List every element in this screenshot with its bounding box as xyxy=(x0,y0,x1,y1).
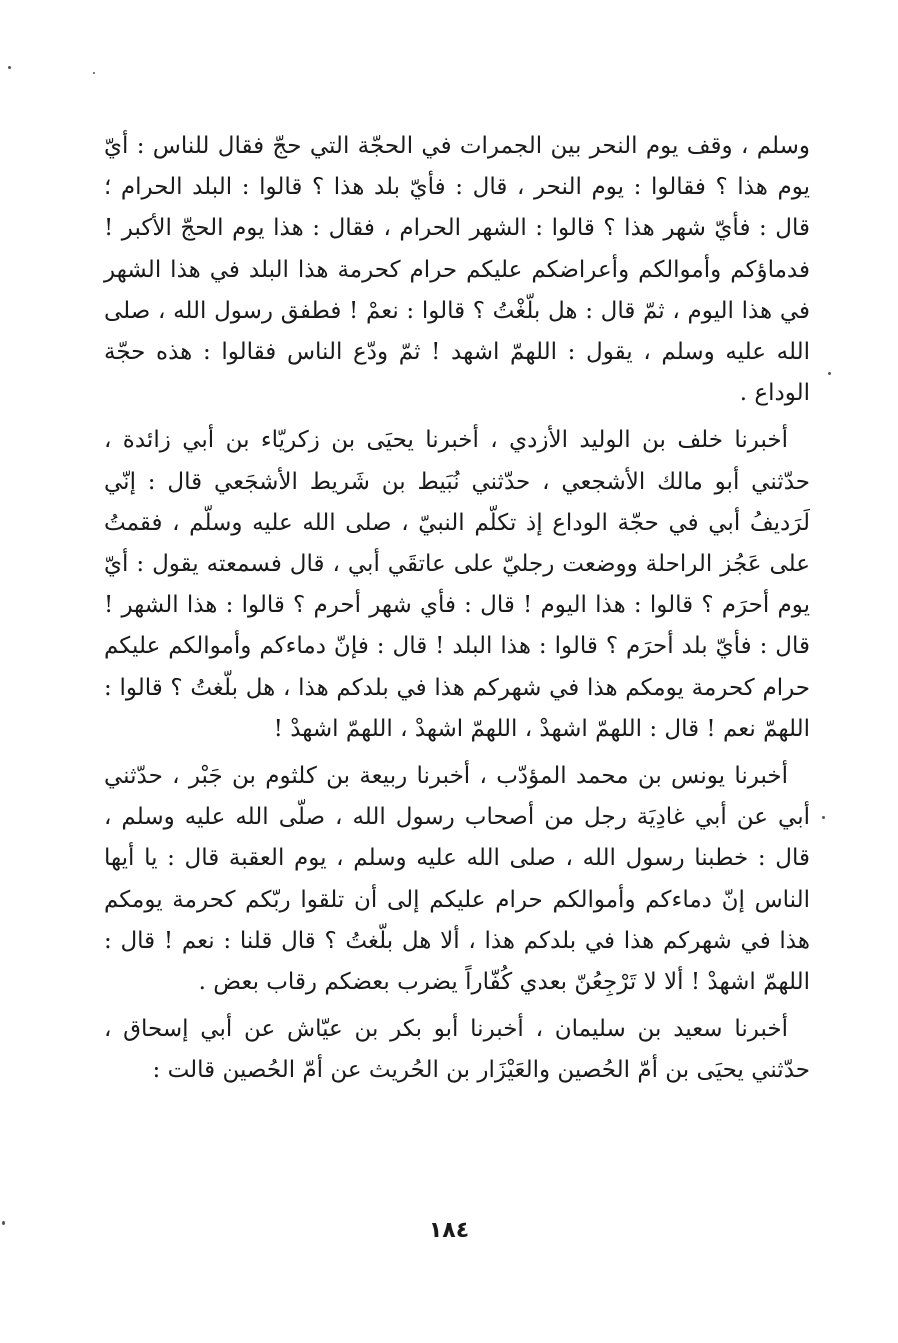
paragraph-4: أخبرنا سعيد بن سليمان ، أخبرنا أبو بكر بن عيّاش عن أبي إسحاق ، حدّثني يحيَى بن أمّ الحُصين والعَيْزَار بن الحُريث عن أمّ الحُصين قالت : xyxy=(104,1016,810,1084)
scan-speck xyxy=(828,372,831,375)
page-number: ١٨٤ xyxy=(428,1218,470,1243)
paragraph-2: أخبرنا خلف بن الوليد الأزدي ، أخبرنا يحيَى بن زكريّاء بن أبي زائدة ، حدّثني أبو مالك الأشجعي ، حدّثني نُبَيط بن شَريط الأشجَعي قال : إنّي لَرَديفُ أبي في حجّة الوداع إذ تكلّم النبيّ ، صلى الله عليه وسلّم ، فقمتُ على عَجُز الراحلة ووضعت رجليّ على عاتقَي أبي ، قال فسمعته يقول : أيّ يوم أحرَم ؟ قالوا : هذا اليوم ! قال : فأي شهر أحرم ؟ قالوا : هذا الشهر ! قال : فأيّ بلد أحرَم ؟ قالوا : هذا البلد ! قال : فإنّ دماءكم وأموالكم عليكم حرام كحرمة يومكم هذا في شهركم هذا في بلدكم هذا ، هل بلّغتُ ؟ قالوا : اللهمّ نعم ! قال : اللهمّ اشهدْ ، اللهمّ اشهدْ ، اللهمّ اشهدْ ! xyxy=(104,427,810,742)
paragraph-1: وسلم ، وقف يوم النحر بين الجمرات في الحجّة التي حجّ فقال للناس : أيّ يوم هذا ؟ فقالوا : يوم النحر ، قال : فأيّ بلد هذا ؟ قالوا : البلد الحرام ؛ قال : فأيّ شهر هذا ؟ قالوا : الشهر الحرام ، فقال : هذا يوم الحجّ الأكبر ! فدماؤكم وأموالكم وأعراضكم عليكم حرام كحرمة هذا البلد في هذا الشهر في هذا اليوم ، ثمّ قال : هل بلّغْتُ ؟ قالوا : نعمْ ! فطفق رسول الله ، صلى الله عليه وسلم ، يقول : اللهمّ اشهد ! ثمّ ودّع الناس فقالوا : هذه حجّة الوداع . xyxy=(104,133,810,407)
scan-speck xyxy=(822,816,825,819)
scan-speck xyxy=(8,66,11,69)
paragraph-3: أخبرنا يونس بن محمد المؤدّب ، أخبرنا ربيعة بن كلثوم بن جَبْر ، حدّثني أبي عن أبي غادِيَة رجل من أصحاب رسول الله ، صلّى الله عليه وسلم ، قال : خطبنا رسول الله ، صلى الله عليه وسلم ، يوم العقبة قال : يا أيها الناس إنّ دماءكم وأموالكم حرام عليكم إلى أن تلقوا ربّكم كحرمة يومكم هذا في شهركم هذا في بلدكم هذا ، ألا هل بلّغتُ ؟ قال قلنا : نعم ! قال : اللهمّ اشهدْ ! ألا لا تَرْجِعُنّ بعدي كُفّاراً يضرب بعضكم رقاب بعض . xyxy=(104,763,810,996)
scan-speck xyxy=(93,72,95,74)
scan-speck xyxy=(2,1221,5,1225)
page-body-text xyxy=(104,126,810,1092)
